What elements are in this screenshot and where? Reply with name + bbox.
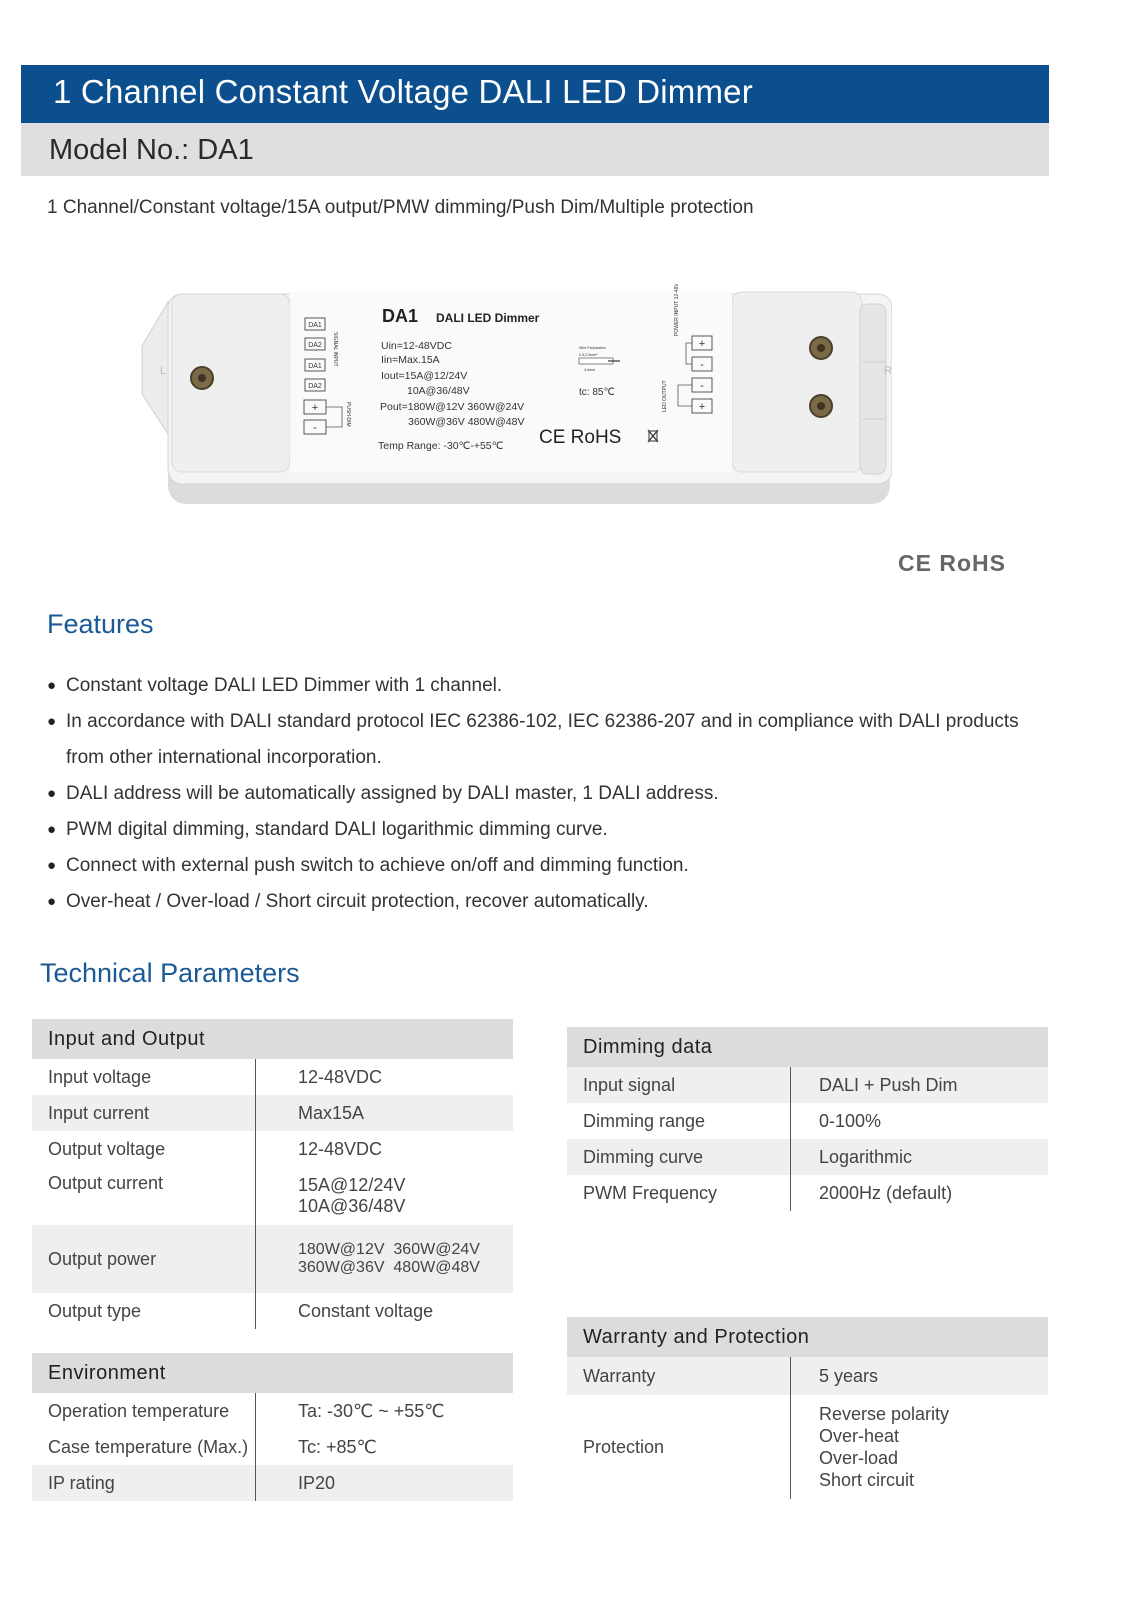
title-banner (21, 65, 1049, 123)
table-row (32, 1293, 513, 1329)
label-spec-3: Iout=15A@12/24V (381, 370, 468, 382)
feature-item: ● In accordance with DALI standard protocol IEC 62386-102, IEC 62386-207 and in compliance with DALI products from other international incorporation. (47, 704, 1057, 776)
row-label: Input signal (567, 1067, 791, 1103)
row-value: 2000Hz (default) (819, 1182, 953, 1203)
terminal-left-4: DA2 (308, 383, 322, 390)
table-row (32, 1095, 513, 1131)
label-tc: tc: 85℃ (579, 387, 615, 398)
label-model: DA1 (382, 306, 419, 326)
row-value: 12-48VDC (298, 1138, 383, 1159)
terminal-left-5: + (311, 402, 319, 414)
row-value: 0-100% (819, 1110, 882, 1131)
row-label: Output type (32, 1293, 256, 1329)
dimming-table (567, 1027, 1048, 1211)
features-list (47, 668, 1057, 920)
row-label: IP rating (32, 1465, 256, 1501)
technical-heading: Technical Parameters (40, 958, 300, 988)
signal-input-label: SIGNAL INPUT (332, 332, 338, 367)
row-value: IP20 (298, 1472, 336, 1493)
feature-item: ● Connect with external push switch to achieve on/off and dimming function. (47, 848, 1057, 884)
row-value: 15A@12/24V 10A@36/48V (298, 1175, 406, 1216)
product-summary: 1 Channel/Constant voltage/15A output/PMW dimming/Push Dim/Multiple protection (47, 197, 754, 218)
feature-item: ● PWM digital dimming, standard DALI logarithmic dimming curve. (47, 812, 1057, 848)
row-label: Output power (32, 1225, 256, 1293)
label-spec-5: Pout=180W@12V 360W@24V (380, 401, 525, 413)
row-value: Max15A (298, 1102, 365, 1123)
table-row (567, 1067, 1048, 1103)
terminal-left-1: DA1 (308, 322, 322, 329)
feature-item: ● Over-heat / Over-load / Short circuit protection, recover automatically. (47, 884, 1057, 920)
row-value: 12-48VDC (298, 1066, 383, 1087)
table-title: Input and Output (32, 1019, 513, 1059)
row-value: 180W@12V 360W@24V 360W@36V 480W@48V (298, 1241, 480, 1276)
label-name: DALI LED Dimmer (436, 311, 540, 325)
row-label: Operation temperature (32, 1393, 256, 1429)
row-value: Ta: -30℃ ~ +55℃ (298, 1400, 445, 1421)
push-dim-label: PUSH-DIM (345, 402, 351, 427)
terminal-right-3: - (700, 380, 704, 392)
label-spec-6: 360W@36V 480W@48V (408, 416, 525, 428)
table-row (32, 1131, 513, 1167)
table-row (32, 1167, 513, 1225)
row-label: Warranty (567, 1357, 791, 1395)
label-certs: CE RoHS (539, 427, 622, 448)
table-row (32, 1059, 513, 1095)
row-value: 5 years (819, 1365, 879, 1386)
row-value: Reverse polarity Over-heat Over-load Short circuit (819, 1404, 950, 1490)
label-spec-2: Iin=Max.15A (381, 354, 440, 366)
row-label: Protection (567, 1395, 791, 1499)
wire-strip-label: 4-5mm (584, 368, 596, 372)
certification-mark: CE RoHS (898, 550, 1006, 576)
terminal-left-6: - (313, 422, 317, 434)
page-title: 1 Channel Constant Voltage DALI LED Dimmer (53, 73, 753, 110)
model-number: Model No.: DA1 (49, 134, 254, 166)
table-title: Environment (32, 1353, 513, 1393)
terminal-left-3: DA1 (308, 363, 322, 370)
row-label: Dimming curve (567, 1139, 791, 1175)
row-label: Output current (32, 1167, 256, 1225)
terminal-right-2: - (700, 359, 704, 371)
features-heading: Features (47, 609, 154, 639)
row-value: Tc: +85℃ (298, 1436, 377, 1457)
table-row (32, 1393, 513, 1429)
terminal-right-4: + (698, 401, 706, 413)
row-value: DALI + Push Dim (819, 1074, 958, 1095)
label-spec-1: Uin=12-48VDC (381, 340, 452, 352)
table-row (567, 1357, 1048, 1395)
row-label: PWM Frequency (567, 1175, 791, 1211)
row-value: Logarithmic (819, 1146, 913, 1167)
end-right-letter: R (884, 365, 892, 377)
table-row (567, 1175, 1048, 1211)
led-output-label: LED OUTPUT (662, 380, 668, 412)
row-label: Output voltage (32, 1131, 256, 1167)
wire-size-label: 0.5-2.5mm² (579, 353, 598, 357)
label-spec-4: 10A@36/48V (407, 385, 470, 397)
input-output-table (32, 1019, 513, 1329)
row-label: Dimming range (567, 1103, 791, 1139)
table-row (567, 1103, 1048, 1139)
wire-prep-label: Wire Preparation (579, 346, 606, 350)
feature-item: ● Constant voltage DALI LED Dimmer with 1 channel. (47, 668, 1057, 704)
row-label: Case temperature (Max.) (32, 1429, 256, 1465)
terminal-left-2: DA2 (308, 342, 322, 349)
table-row (32, 1225, 513, 1293)
table-row (567, 1139, 1048, 1175)
row-label: Input voltage (32, 1059, 256, 1095)
table-title: Warranty and Protection (567, 1317, 1048, 1357)
label-temp-range: Temp Range: -30℃-+55℃ (378, 440, 504, 452)
model-banner (21, 123, 1049, 176)
table-row (567, 1395, 1048, 1499)
table-title: Dimming data (567, 1027, 1048, 1067)
table-row (32, 1429, 513, 1465)
power-input-label: POWER INPUT 12-48VDC (674, 284, 680, 336)
warranty-table (567, 1317, 1048, 1499)
end-left-letter: L (160, 365, 167, 377)
row-value: Constant voltage (298, 1300, 434, 1321)
environment-table (32, 1353, 513, 1501)
feature-item: ● DALI address will be automatically assigned by DALI master, 1 DALI address. (47, 776, 1057, 812)
product-image (138, 284, 892, 510)
table-row (32, 1465, 513, 1501)
terminal-right-1: + (698, 338, 706, 350)
row-label: Input current (32, 1095, 256, 1131)
